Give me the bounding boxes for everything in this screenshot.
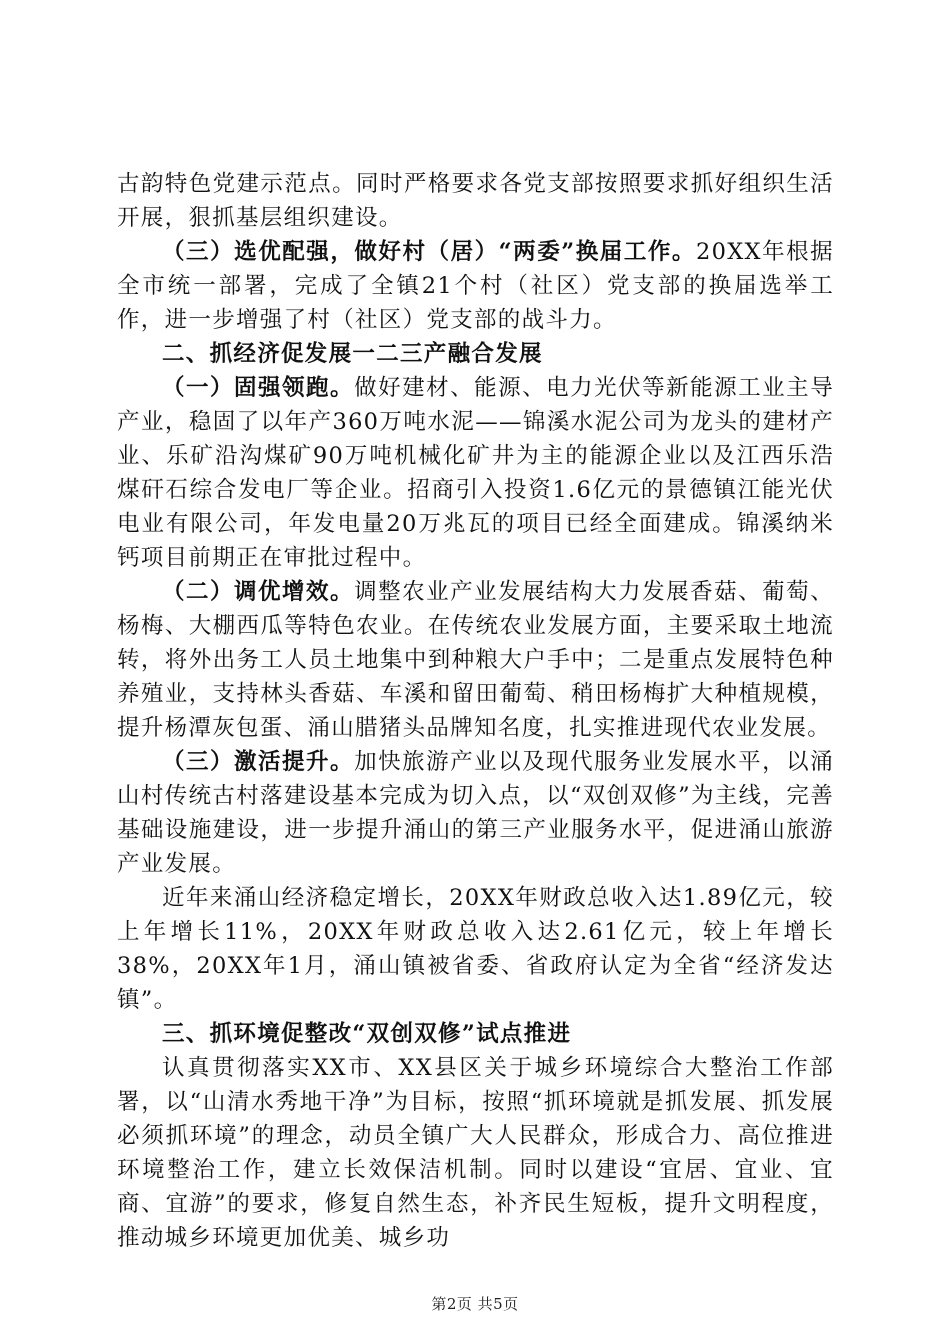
paragraph-text: 20XX年根据全市统一部署，完成了全镇21个村（社区）党支部的换届选举工作，进一步增强了村（社区）党支部的战斗力。 bbox=[117, 239, 834, 333]
paragraph-tourism bbox=[117, 745, 834, 881]
paragraph-text: 古韵特色党建示范点。同时严格要求各党支部按照要求抓好组织生活开展，狠抓基层组织建设。 bbox=[117, 171, 834, 231]
paragraph-industry bbox=[117, 371, 834, 575]
document-body bbox=[117, 167, 834, 1255]
paragraph-lead: （三）激活提升。 bbox=[162, 749, 355, 775]
section-heading-economy: 二、抓经济促发展一二三产融合发展 bbox=[162, 341, 543, 367]
paragraph-finance bbox=[117, 881, 834, 1017]
paragraph-lead: （一）固强领跑。 bbox=[162, 375, 355, 401]
paragraph-lead: （二）调优增效。 bbox=[162, 579, 355, 605]
paragraph-text: 近年来涌山经济稳定增长，20XX年财政总收入达1.89亿元，较上年增长11%，20XX年财政总收入达2.61亿元，较上年增长38%，20XX年1月，涌山镇被省委、省政府认定为全省“经济发达镇”。 bbox=[117, 885, 834, 1013]
page-footer: 第2页 共5页 bbox=[431, 1295, 519, 1313]
paragraph-text: 认真贯彻落实XX市、XX县区关于城乡环境综合大整治工作部署，以“山清水秀地干净”为目标，按照“抓环境就是抓发展、抓发展必须抓环境”的理念，动员全镇广大人民群众，形成合力、高位推进环境整治工作，建立长效保洁机制。同时以建设“宜居、宜业、宜商、宜游”的要求，修复自然生态，补齐民生短板，提升文明程度，推动城乡环境更加优美、城乡功 bbox=[117, 1055, 834, 1251]
paragraph-text: 做好建材、能源、电力光伏等新能源工业主导产业，稳固了以年产360万吨水泥——锦溪水泥公司为龙头的建材产业、乐矿沿沟煤矿90万吨机械化矿井为主的能源企业以及江西乐浩煤矸石综合发电厂等企业。招商引入投资1.6亿元的景德镇江能光伏电业有限公司，年发电量20万兆瓦的项目已经全面建成。锦溪纳米钙项目前期正在审批过程中。 bbox=[117, 375, 834, 571]
paragraph-text: 加快旅游产业以及现代服务业发展水平，以涌山村传统古村落建设基本完成为切入点，以“双创双修”为主线，完善基础设施建设，进一步提升涌山的第三产业服务水平，促进涌山旅游产业发展。 bbox=[117, 749, 834, 877]
section-heading-environment: 三、抓环境促整改“双创双修”试点推进 bbox=[162, 1021, 572, 1047]
paragraph-environment bbox=[117, 1051, 834, 1255]
paragraph-village-election bbox=[117, 235, 834, 337]
paragraph-agriculture bbox=[117, 575, 834, 745]
paragraph-continuation bbox=[117, 167, 834, 235]
paragraph-text: 调整农业产业发展结构大力发展香菇、葡萄、杨梅、大棚西瓜等特色农业。在传统农业发展方面，主要采取土地流转，将外出务工人员土地集中到种粮大户手中；二是重点发展特色种养殖业，支持林头香菇、车溪和留田葡萄、稍田杨梅扩大种植规模，提升杨潭灰包蛋、涌山腊猪头品牌知名度，扎实推进现代农业发展。 bbox=[117, 579, 834, 741]
paragraph-lead: （三）选优配强，做好村（居）“两委”换届工作。 bbox=[162, 239, 696, 265]
